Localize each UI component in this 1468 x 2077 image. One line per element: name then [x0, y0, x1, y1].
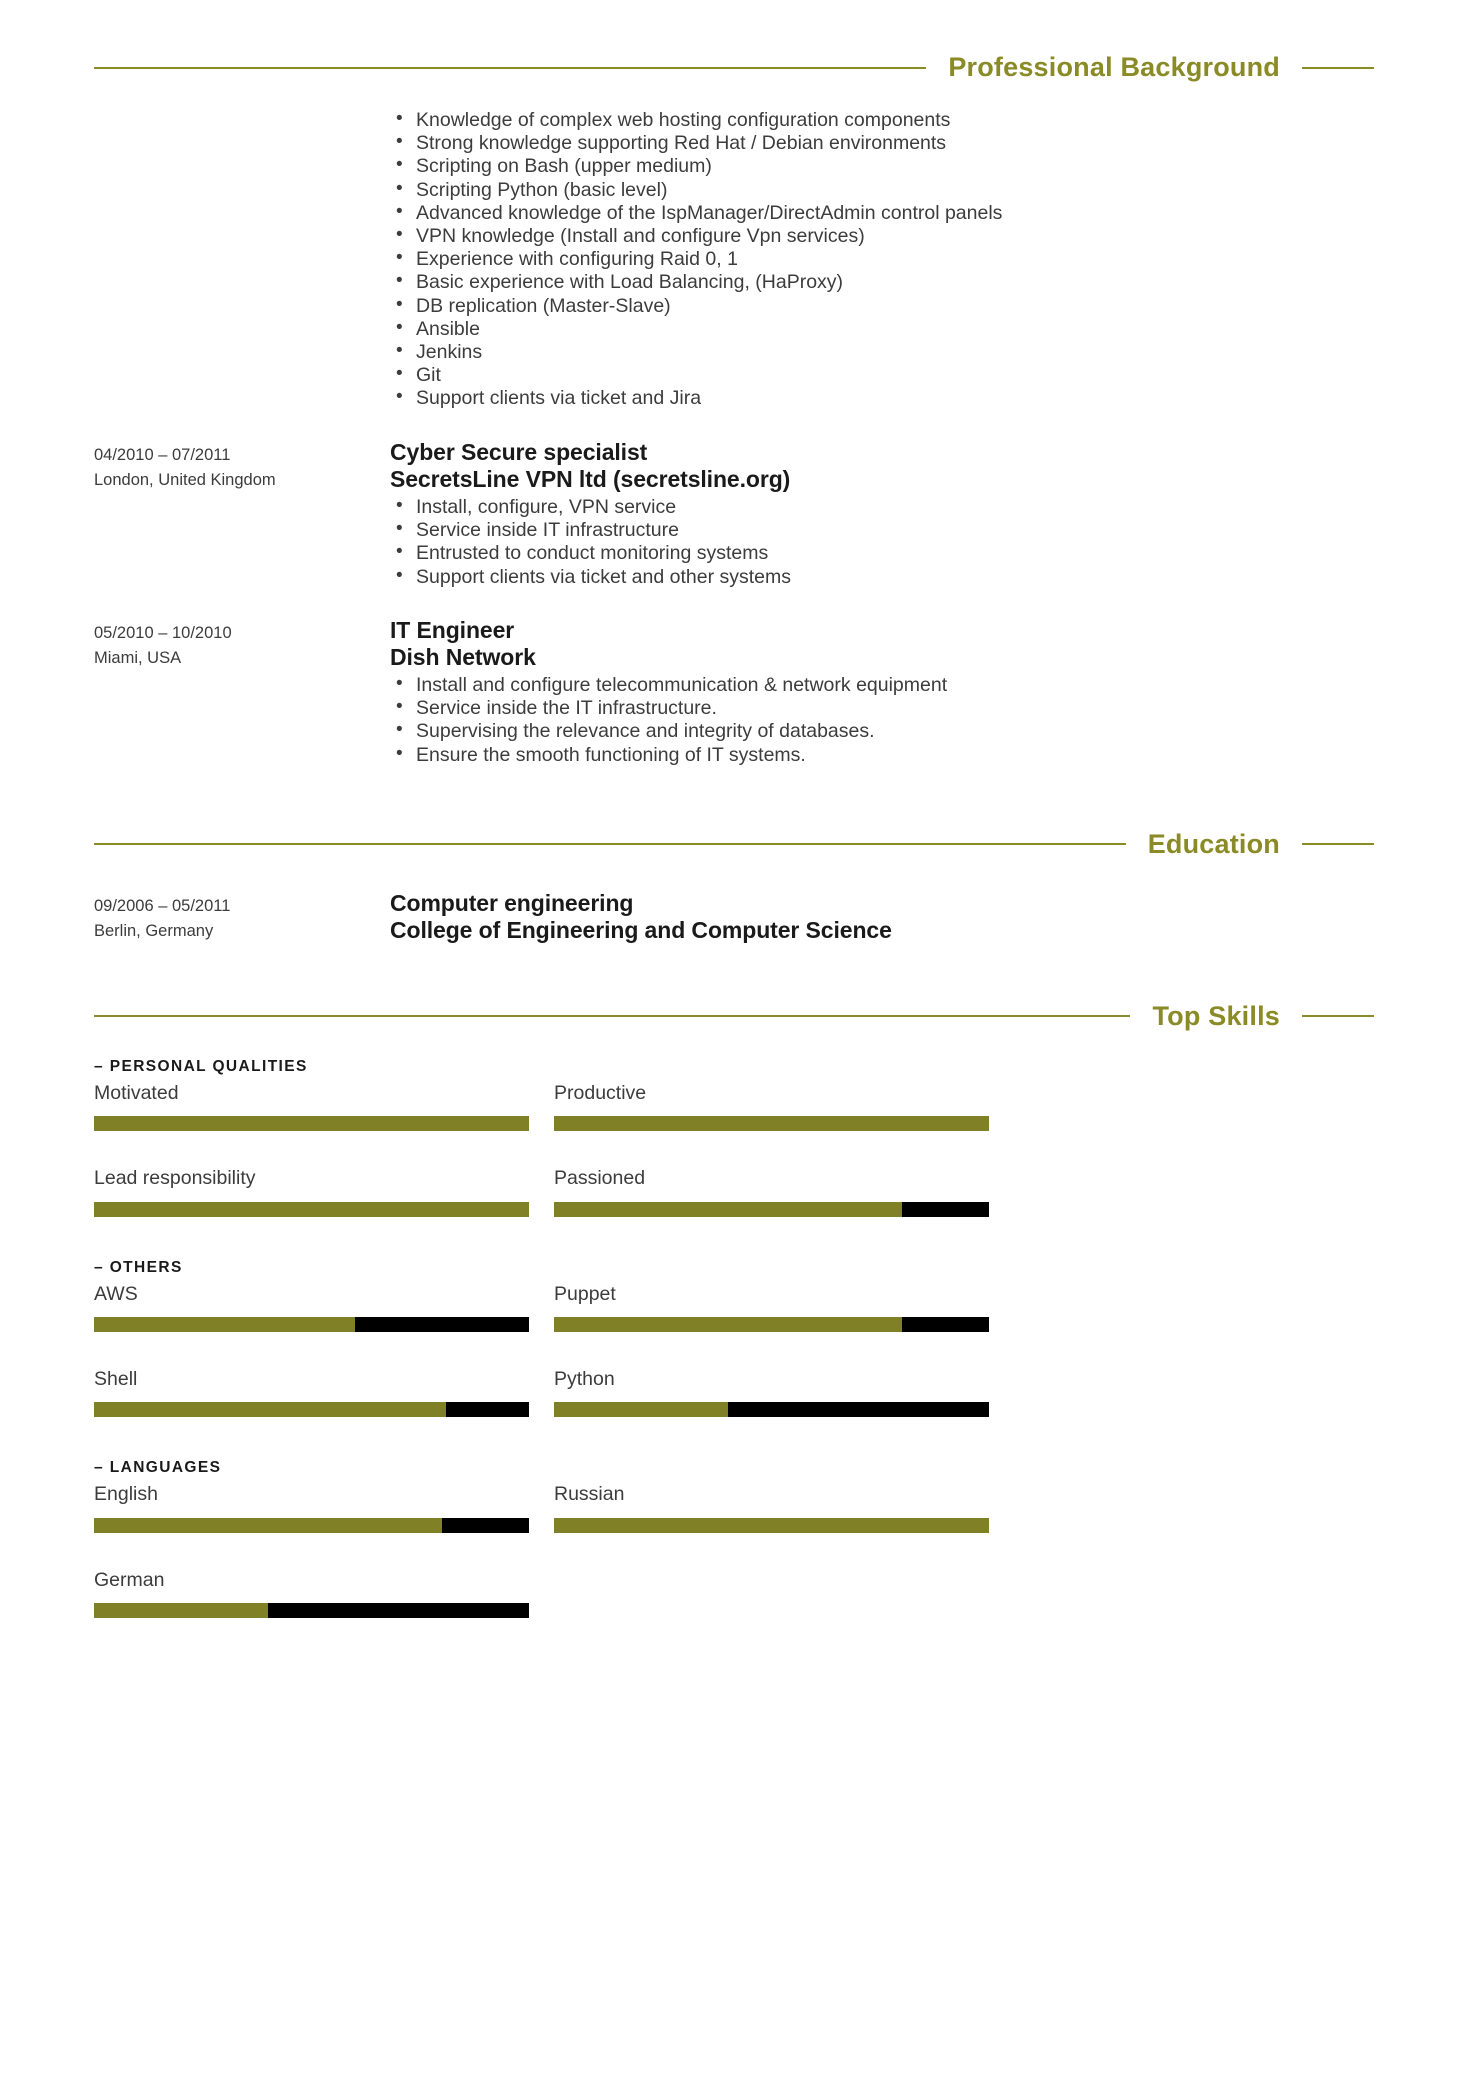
bullet-item: • Scripting on Bash (upper medium): [390, 155, 1374, 178]
skill-item: [94, 1569, 529, 1618]
bullet-item: • Service inside the IT infrastructure.: [390, 697, 1374, 720]
section-rule-left: [94, 67, 926, 69]
entry-role: IT Engineer: [390, 616, 515, 643]
skill-item: [554, 1167, 989, 1216]
skill-grid: [94, 1483, 1374, 1618]
bullet-item: • Ansible: [390, 318, 1374, 341]
bullet-item: • Entrusted to conduct monitoring systems: [390, 542, 1374, 565]
skill-level-bar: [554, 1518, 989, 1533]
bullet-item: • Basic experience with Load Balancing, (HaProxy): [390, 271, 1374, 294]
bullet-item: • Advanced knowledge of the IspManager/DirectAdmin control panels: [390, 202, 1374, 225]
entry-organization: College of Engineering and Computer Science: [390, 916, 892, 943]
entry-bullet-list: [390, 674, 1374, 767]
bullet-item: • Scripting Python (basic level): [390, 179, 1374, 202]
bullet-item: • Jenkins: [390, 341, 1374, 364]
entry-body: [390, 890, 1374, 945]
skill-item: [94, 1082, 529, 1131]
skill-name: AWS: [94, 1282, 138, 1305]
skill-level-fill: [554, 1116, 989, 1131]
skill-name: Lead responsibility: [94, 1167, 256, 1190]
bullet-item: • Supervising the relevance and integrity of databases.: [390, 720, 1374, 743]
skill-group-label: – OTHERS: [94, 1258, 183, 1276]
entry-body: [390, 617, 1374, 767]
entry-role: Cyber Secure specialist: [390, 438, 648, 465]
bullet-item: • VPN knowledge (Install and configure Vpn services): [390, 225, 1374, 248]
entry-organization: Dish Network: [390, 643, 536, 670]
skill-name: German: [94, 1568, 165, 1591]
section-title: Professional Background: [948, 52, 1280, 82]
entry-location: Berlin, Germany: [94, 922, 214, 941]
skill-level-bar: [554, 1202, 989, 1217]
bullet-item: • Install, configure, VPN service: [390, 496, 1374, 519]
skill-item: [554, 1082, 989, 1131]
skill-name: Russian: [554, 1483, 625, 1506]
skills-container: [94, 1058, 1374, 1618]
skill-item: [94, 1368, 529, 1417]
skill-level-fill: [94, 1402, 446, 1417]
skill-item: [554, 1368, 989, 1417]
bullet-item: • Support clients via ticket and Jira: [390, 387, 1374, 410]
section-header-top-skills: [94, 1001, 1374, 1032]
skill-name: Shell: [94, 1368, 138, 1391]
skill-level-fill: [94, 1317, 355, 1332]
skill-name: Motivated: [94, 1081, 179, 1104]
bullet-item: • Support clients via ticket and other systems: [390, 566, 1374, 589]
skill-item: [554, 1283, 989, 1332]
skill-level-fill: [94, 1518, 442, 1533]
experience-entry: [94, 617, 1374, 767]
section-title: Top Skills: [1152, 1000, 1280, 1031]
entry-date: 04/2010 – 07/2011: [94, 445, 231, 464]
skill-group-label: – LANGUAGES: [94, 1459, 222, 1477]
entry-body: [390, 439, 1374, 589]
skill-grid: [94, 1082, 1374, 1217]
entry-location: London, United Kingdom: [94, 471, 276, 490]
skill-level-bar: [94, 1402, 529, 1417]
section-rule-right: [1302, 1015, 1374, 1017]
skill-level-bar: [554, 1317, 989, 1332]
experience-entry: [94, 439, 1374, 589]
bullet-item: • Ensure the smooth functioning of IT systems.: [390, 744, 1374, 767]
entry-role: Computer engineering: [390, 889, 634, 916]
skill-grid: [94, 1283, 1374, 1418]
entry-meta: [94, 439, 390, 589]
entry-meta: [94, 890, 390, 945]
skill-level-bar: [94, 1116, 529, 1131]
skill-name: Python: [554, 1368, 615, 1391]
bullet-item: • Knowledge of complex web hosting configuration components: [390, 109, 1374, 132]
bullet-item: • Git: [390, 364, 1374, 387]
skill-level-bar: [94, 1518, 529, 1533]
skill-level-bar: [94, 1202, 529, 1217]
skill-item: [94, 1483, 529, 1532]
skill-level-fill: [554, 1202, 902, 1217]
skill-level-bar: [554, 1402, 989, 1417]
professional-background-intro-list: [94, 109, 1374, 411]
entry-date: 09/2006 – 05/2011: [94, 896, 231, 915]
skill-level-bar: [94, 1603, 529, 1618]
section-header-professional-background: [94, 52, 1374, 83]
skill-level-fill: [94, 1116, 529, 1131]
bullet-item: • DB replication (Master-Slave): [390, 295, 1374, 318]
skill-name: Passioned: [554, 1167, 646, 1190]
bullet-item: • Experience with configuring Raid 0, 1: [390, 248, 1374, 271]
skill-item: [94, 1283, 529, 1332]
section-rule-left: [94, 1015, 1130, 1017]
skill-level-fill: [94, 1603, 268, 1618]
bullet-item: • Strong knowledge supporting Red Hat / Debian environments: [390, 132, 1374, 155]
section-rule-left: [94, 843, 1126, 845]
skill-level-fill: [554, 1402, 728, 1417]
entry-bullet-list: [390, 496, 1374, 589]
section-title: Education: [1147, 828, 1280, 859]
bullet-item: • Install and configure telecommunication & network equipment: [390, 674, 1374, 697]
section-rule-right: [1302, 843, 1374, 845]
skill-level-fill: [94, 1202, 529, 1217]
entry-location: Miami, USA: [94, 649, 182, 668]
skill-name: Puppet: [554, 1282, 616, 1305]
skill-name: Productive: [554, 1081, 647, 1104]
skill-level-fill: [554, 1317, 902, 1332]
skill-level-bar: [94, 1317, 529, 1332]
skill-group-label: – PERSONAL QUALITIES: [94, 1057, 308, 1075]
experience-entry: [94, 890, 1374, 945]
section-header-education: [94, 829, 1374, 860]
bullet-item: • Service inside IT infrastructure: [390, 519, 1374, 542]
entry-meta: [94, 617, 390, 767]
entry-organization: SecretsLine VPN ltd (secretsline.org): [390, 465, 791, 492]
skill-item: [94, 1167, 529, 1216]
skill-name: English: [94, 1483, 158, 1506]
skill-level-bar: [554, 1116, 989, 1131]
section-rule-right: [1302, 67, 1374, 69]
entry-date: 05/2010 – 10/2010: [94, 623, 232, 642]
skill-item: [554, 1483, 989, 1532]
skill-level-fill: [554, 1518, 989, 1533]
